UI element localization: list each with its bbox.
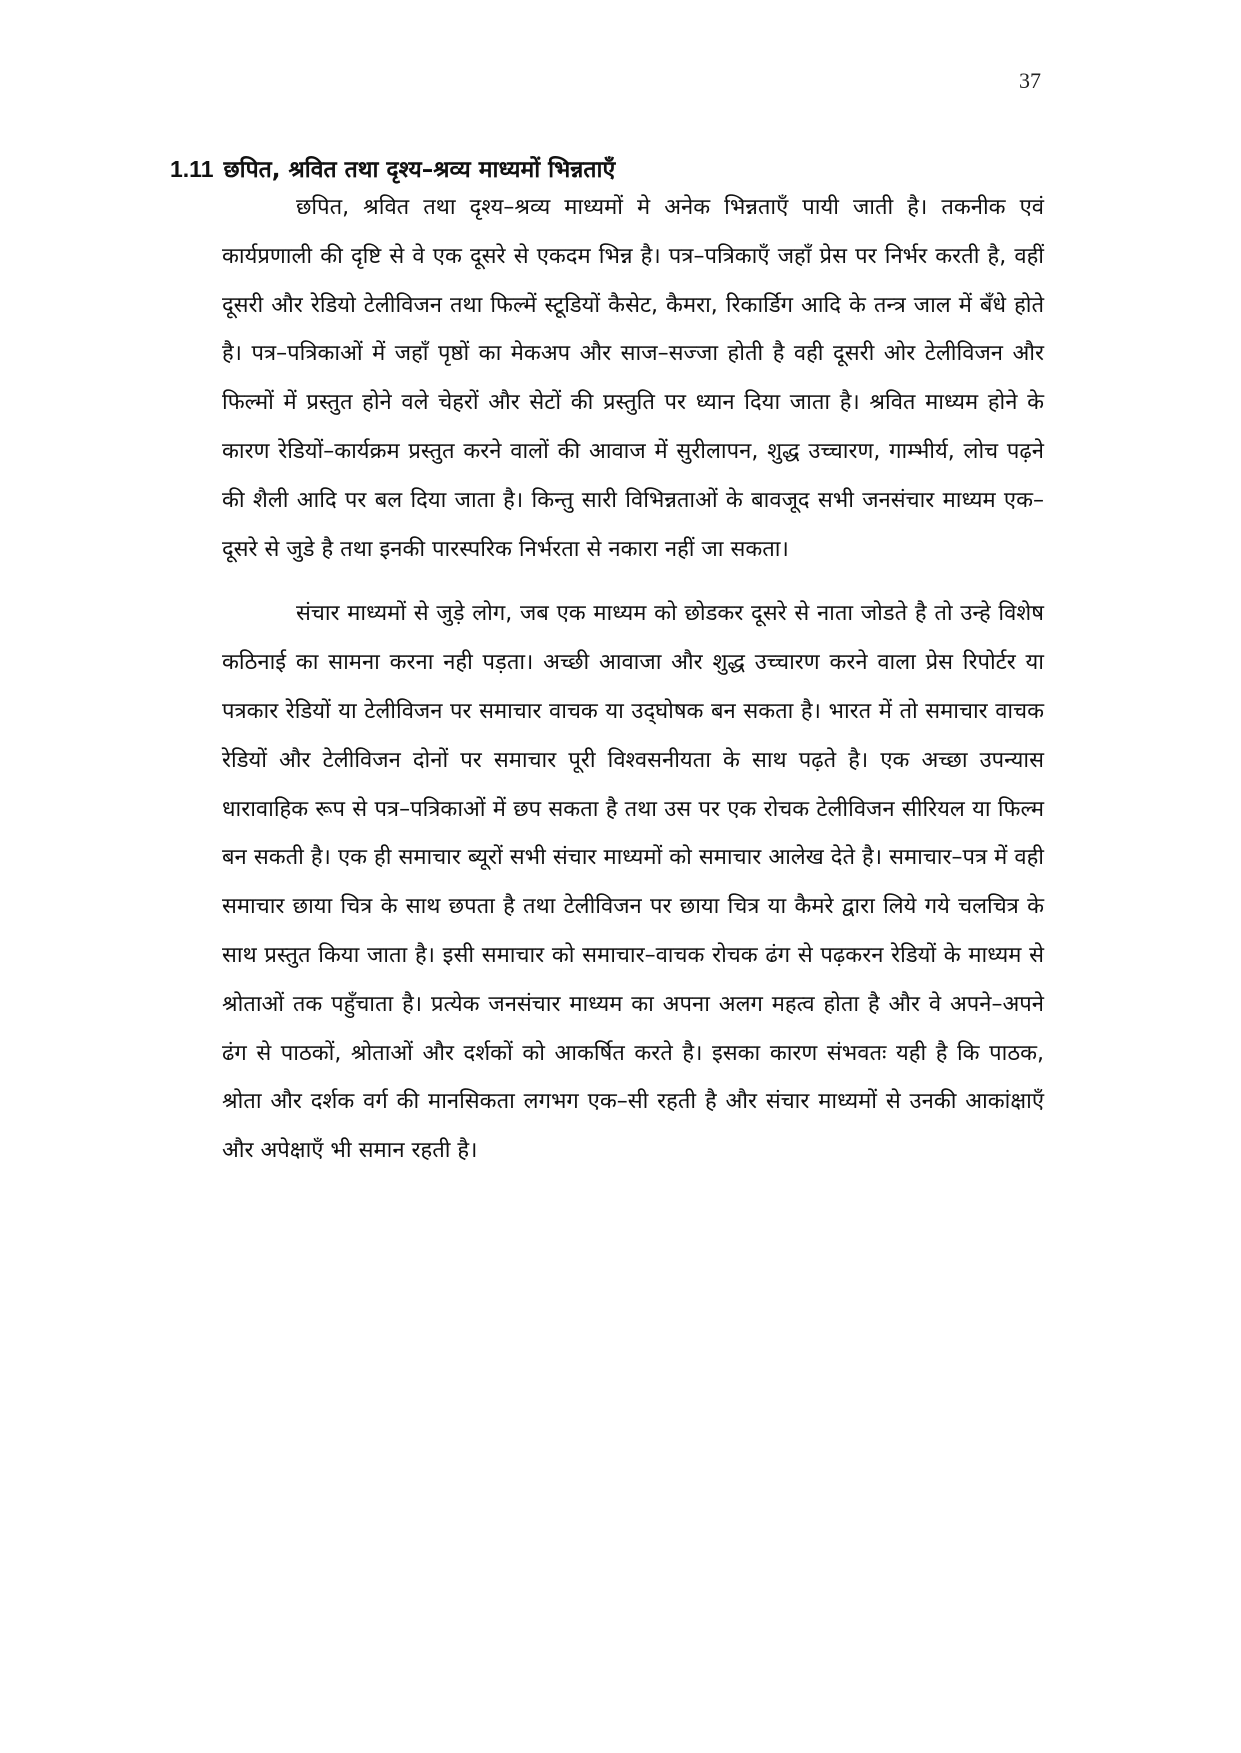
paragraph: छपित, श्रवित तथा दृश्य–श्रव्य माध्यमों मे अनेक भिन्नताएँ पायी जाती है। तकनीक एवं कार्यप्रणाली की दृष्टि से वे एक दूसरे से एकदम भिन्न है। पत्र–पत्रिकाएँ जहाँ प्रेस पर निर्भर करती है, वहीं दूसरी और रेडियो टेलीविजन तथा फिल्में स्टूडियों कैसेट, कैमरा, रिकार्डिग आदि के तन्त्र जाल में बँधे होते है। पत्र–पत्रिकाओं में जहाँ पृष्ठों का मेकअप और साज–सज्जा होती है वही दूसरी ओर टेलीविजन और फिल्मों में प्रस्तुत होने वले चेहरों और सेटों की प्रस्तुति पर ध्यान दिया जाता है। श्रवित माध्यम होने के कारण रेडियों–कार्यक्रम प्रस्तुत करने वालों की आवाज में सुरीलापन, शुद्ध उच्चारण, गाम्भीर्य, लोच पढ़ने की शैली आदि पर बल दिया जाता है। किन्तु सारी विभिन्नताओं के बावजूद सभी जनसंचार माध्यम एक–दूसरे से जुडे है तथा इनकी पारस्परिक निर्भरता से नकारा नहीं जा सकता। <box>222 195 1044 562</box>
section-number: 1.11 <box>170 156 214 182</box>
section-heading <box>170 152 615 184</box>
paragraph: संचार माध्यमों से जुड़े लोग, जब एक माध्यम को छोडकर दूसरे से नाता जोडते है तो उन्हे विशेष कठिनाई का सामना करना नही पड़ता। अच्छी आवाजा और शुद्ध उच्चारण करने वाला प्रेस रिपोर्टर या पत्रकार रेडियों या टेलीविजन पर समाचार वाचक या उद्‌घोषक बन सकता है। भारत में तो समाचार वाचक रेडियों और टेलीविजन दोनों पर समाचार पूरी विश्वसनीयता के साथ पढ़ते है। एक अच्छा उपन्यास धारावाहिक रूप से पत्र–पत्रिकाओं में छप सकता है तथा उस पर एक रोचक टेलीविजन सीरियल या फिल्म बन सकती है। एक ही समाचार ब्यूरों सभी संचार माध्यमों को समाचार आलेख देते है। समाचार–पत्र में वही समाचार छाया चित्र के साथ छपता है तथा टेलीविजन पर छाया चित्र या कैमरे द्वारा लिये गये चलचित्र के साथ प्रस्तुत किया जाता है। इसी समाचार को समाचार–वाचक रोचक ढंग से पढ़करन रेडियों के माध्यम से श्रोताओं तक पहुँचाता है। प्रत्येक जनसंचार माध्यम का अपना अलग महत्व होता है और वे अपने–अपने ढंग से पाठकों, श्रोताओं और दर्शकों को आकर्षित करते है। इसका कारण संभवतः यही है कि पाठक, श्रोता और दर्शक वर्ग की मानसिकता लगभग एक–सी रहती है और संचार माध्यमों से उनकी आकांक्षाएँ और अपेक्षाएँ भी समान रहती है। <box>222 601 1044 1164</box>
section-title: छपित, श्रवित तथा दृश्य–श्रव्य माध्यमों भिन्नताएँ <box>223 157 616 183</box>
body-text <box>222 184 1044 1190</box>
page-number: 37 <box>1019 68 1041 93</box>
